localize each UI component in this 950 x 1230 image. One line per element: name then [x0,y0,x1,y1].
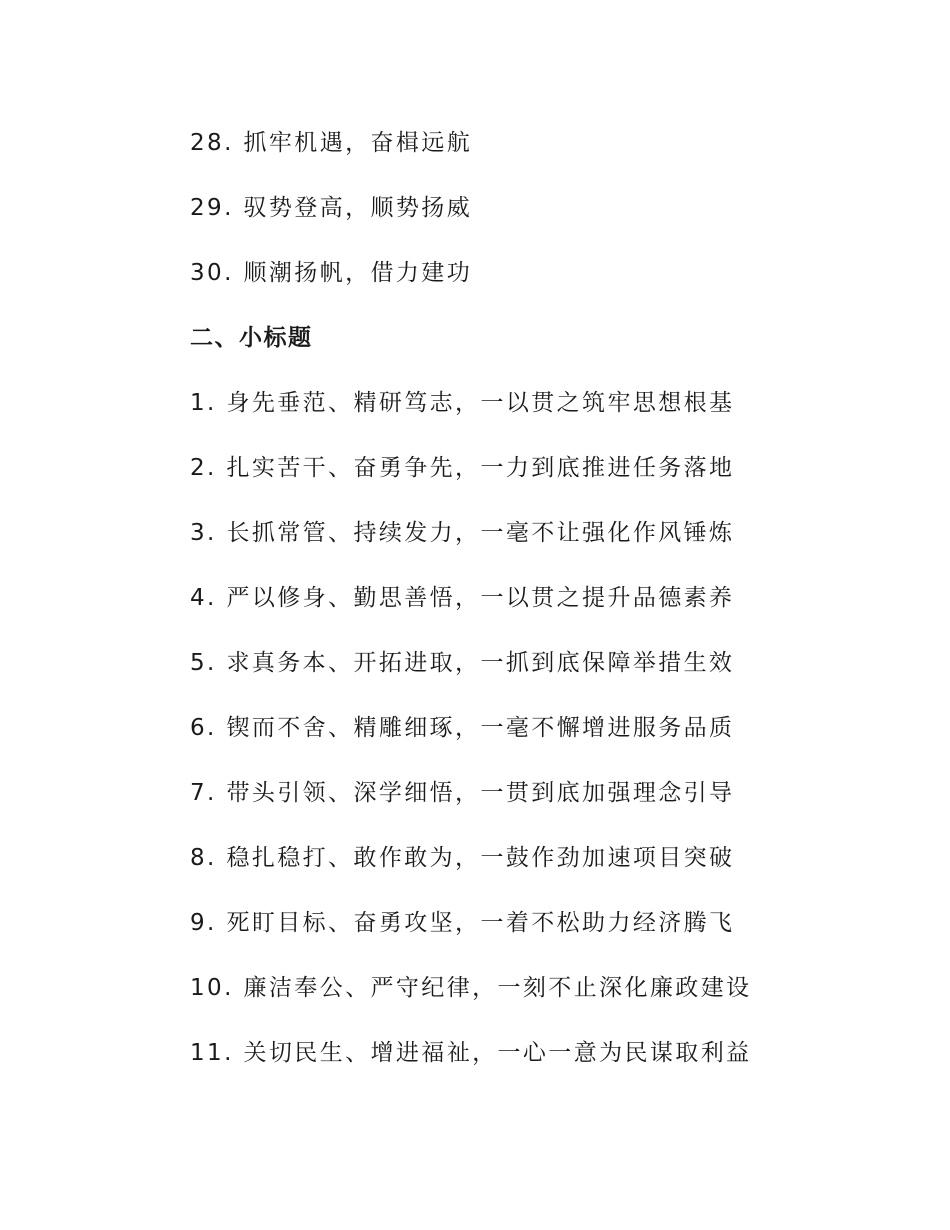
subtitle-item-9: 9. 死盯目标、奋勇攻坚，一着不松助力经济腾飞 [190,910,735,936]
subtitle-item-8: 8. 稳扎稳打、敢作敢为，一鼓作劲加速项目突破 [190,845,735,871]
list-item-28: 28. 抓牢机遇，奋楫远航 [190,130,473,156]
subtitle-item-10: 10. 廉洁奉公、严守纪律，一刻不止深化廉政建设 [190,975,752,1001]
list-item-30: 30. 顺潮扬帆，借力建功 [190,260,473,286]
subtitle-item-1: 1. 身先垂范、精研笃志，一以贯之筑牢思想根基 [190,390,735,416]
section-heading: 二、小标题 [190,325,313,351]
subtitle-item-2: 2. 扎实苦干、奋勇争先，一力到底推进任务落地 [190,455,735,481]
subtitle-item-4: 4. 严以修身、勤思善悟，一以贯之提升品德素养 [190,585,735,611]
subtitle-item-6: 6. 锲而不舍、精雕细琢，一毫不懈增进服务品质 [190,715,735,741]
subtitle-item-3: 3. 长抓常管、持续发力，一毫不让强化作风锤炼 [190,520,735,546]
subtitle-item-11: 11. 关切民生、增进福祉，一心一意为民谋取利益 [190,1040,752,1066]
subtitle-item-5: 5. 求真务本、开拓进取，一抓到底保障举措生效 [190,650,735,676]
subtitle-item-7: 7. 带头引领、深学细悟，一贯到底加强理念引导 [190,780,735,806]
document-body [190,122,790,1097]
list-item-29: 29. 驭势登高，顺势扬威 [190,195,473,221]
